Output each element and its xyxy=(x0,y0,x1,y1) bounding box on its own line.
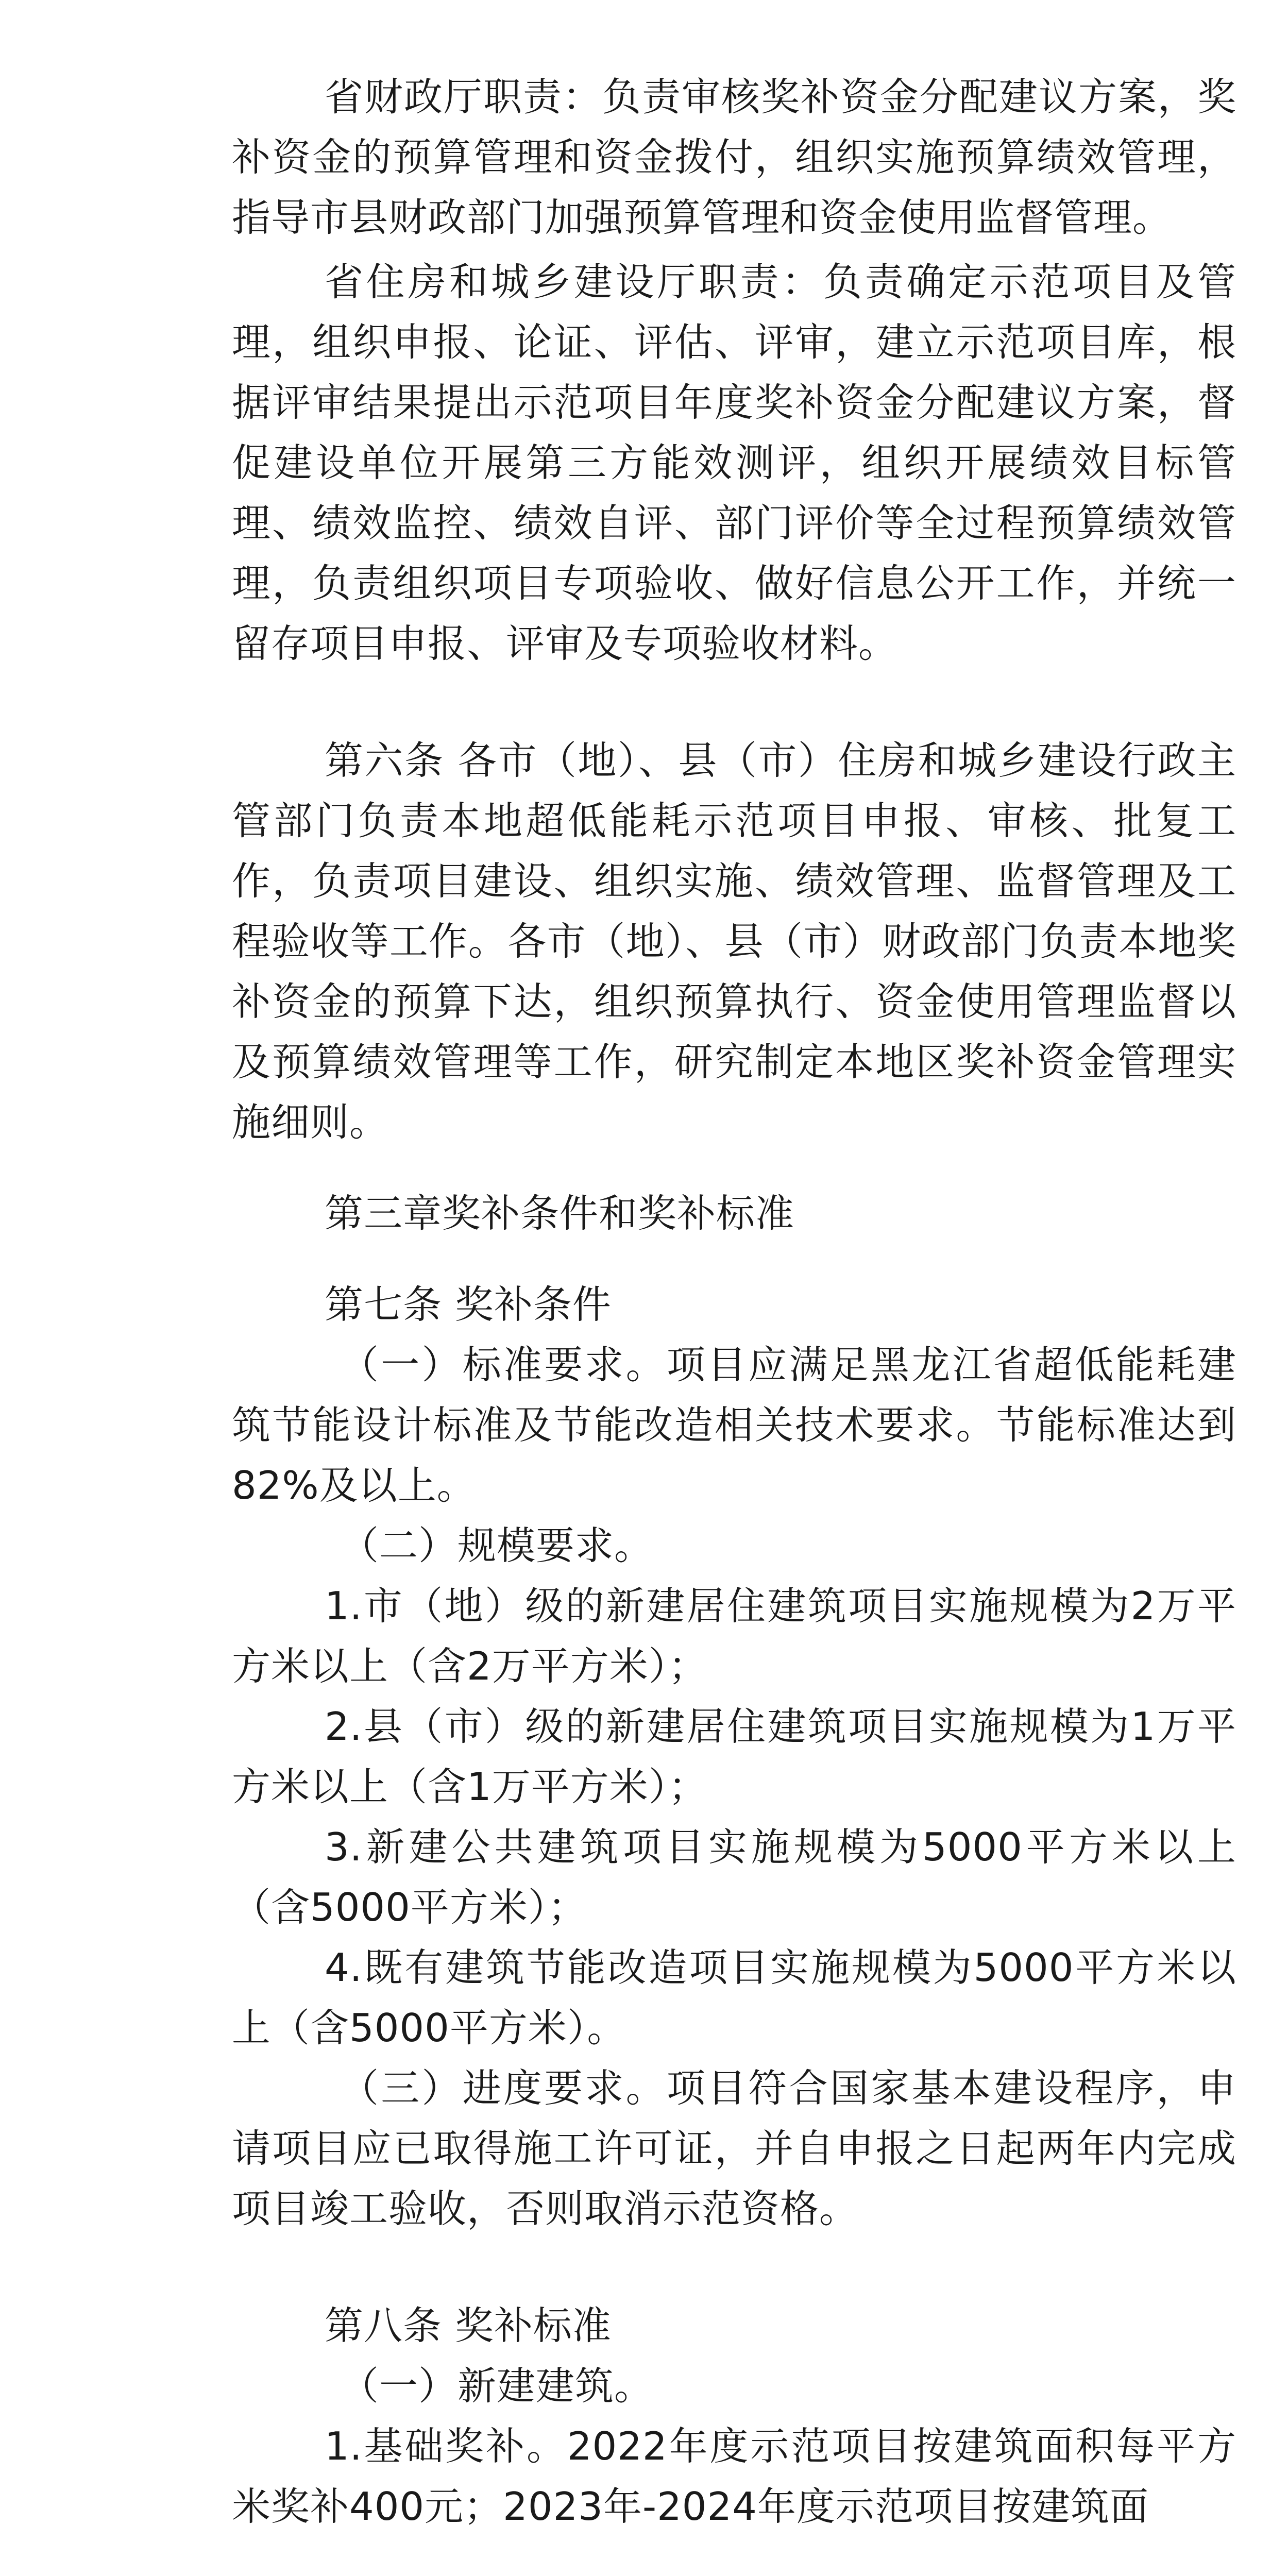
paragraph-base-subsidy: 1.基础奖补。2022年度示范项目按建筑面积每平方米奖补400元；2023年-2024年度示范项目按建筑面 xyxy=(232,2424,1236,2529)
paragraph-scale-requirement: （二）规模要求。 xyxy=(340,1523,654,1568)
article-8-heading: 第八条 奖补标准 xyxy=(325,2303,612,2348)
paragraph-new-buildings: （一）新建建筑。 xyxy=(340,2363,654,2409)
document-page xyxy=(232,67,1236,2537)
paragraph-article-6: 第六条 各市（地）、县（市）住房和城乡建设行政主管部门负责本地超低能耗示范项目申报、审核、批复工作，负责项目建设、组织实施、绩效管理、监督管理及工程验收等工作。各市（地）、县（市）财政部门负责本地奖补资金的预算下达，组织预算执行、资金使用管理监督以及预算绩效管理等工作，研究制定本地区奖补资金管理实施细则。 xyxy=(232,738,1236,1145)
list-item-scale-2: 2.县（市）级的新建居住建筑项目实施规模为1万平方米以上（含1万平方米）； xyxy=(232,1704,1236,1809)
paragraph-finance-duties: 省财政厅职责：负责审核奖补资金分配建议方案，奖补资金的预算管理和资金拨付，组织实施预算绩效管理，指导市县财政部门加强预算管理和资金使用监督管理。 xyxy=(232,74,1236,240)
paragraph-housing-duties: 省住房和城乡建设厅职责：负责确定示范项目及管理，组织申报、论证、评估、评审，建立示范项目库，根据评审结果提出示范项目年度奖补资金分配建议方案，督促建设单位开展第三方能效测评，组织开展绩效目标管理、绩效监控、绩效自评、部门评价等全过程预算绩效管理，负责组织项目专项验收、做好信息公开工作，并统一留存项目申报、评审及专项验收材料。 xyxy=(232,259,1236,666)
article-7-heading: 第七条 奖补条件 xyxy=(325,1282,612,1327)
paragraph-progress-requirement: （三）进度要求。项目符合国家基本建设程序，申请项目应已取得施工许可证，并自申报之日起两年内完成项目竣工验收，否则取消示范资格。 xyxy=(232,2065,1236,2231)
list-item-scale-1: 1.市（地）级的新建居住建筑项目实施规模为2万平方米以上（含2万平方米）； xyxy=(232,1583,1236,1689)
chapter-heading-3: 第三章奖补条件和奖补标准 xyxy=(325,1191,795,1236)
list-item-scale-4: 4.既有建筑节能改造项目实施规模为5000平方米以上（含5000平方米）。 xyxy=(232,1945,1236,2050)
paragraph-standard-requirement: （一）标准要求。项目应满足黑龙江省超低能耗建筑节能设计标准及节能改造相关技术要求。节能标准达到82%及以上。 xyxy=(232,1342,1236,1508)
list-item-scale-3: 3.新建公共建筑项目实施规模为5000平方米以上（含5000平方米）； xyxy=(232,1824,1236,1930)
